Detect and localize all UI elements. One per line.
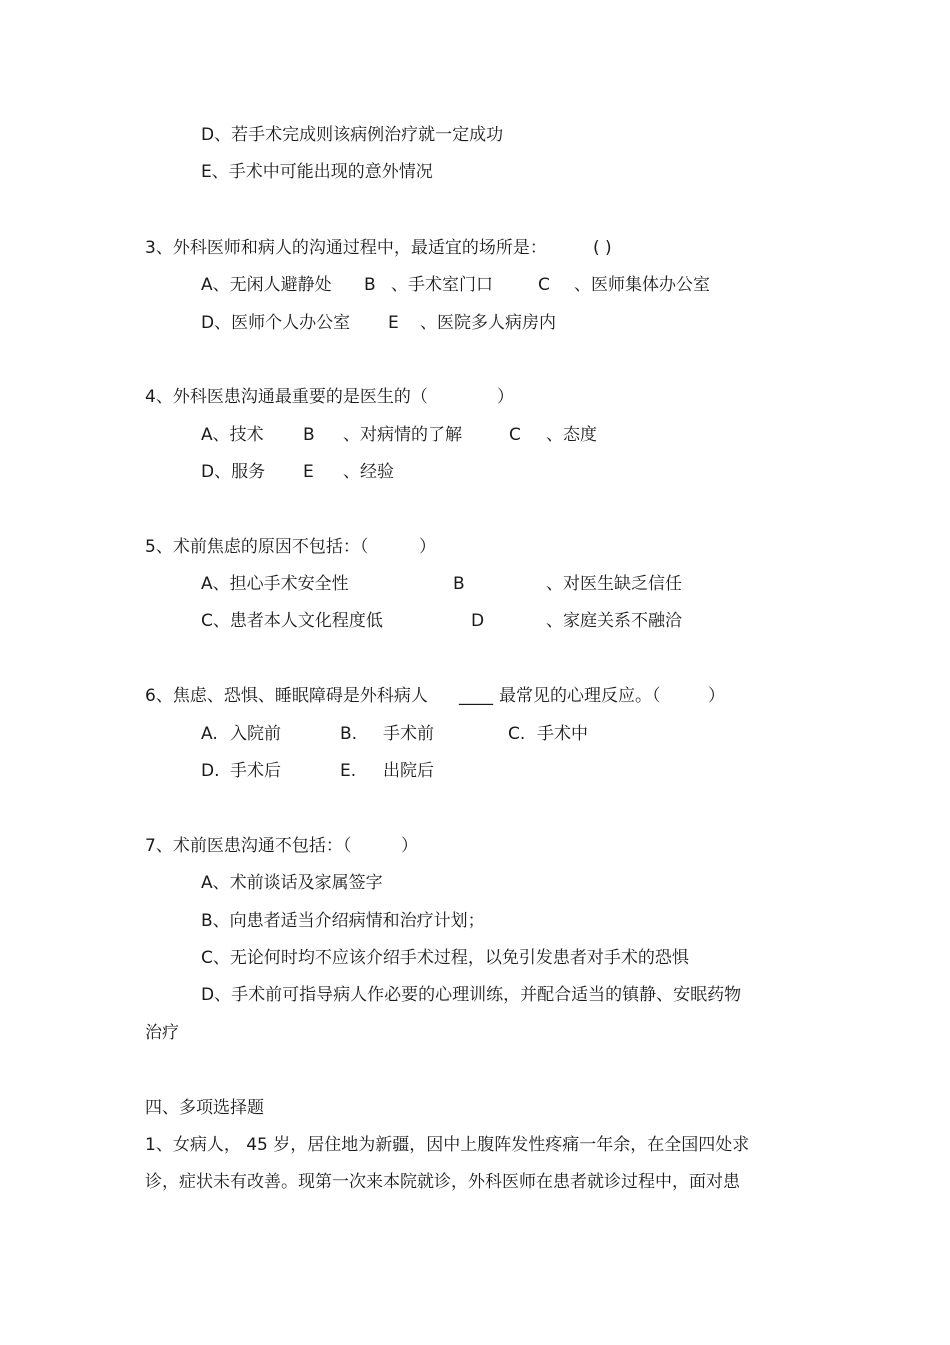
q4-option-d: D、服务 [201,462,266,482]
q3-option-e-letter: E [388,313,399,333]
q7-option-d: D、手术前可指导病人作必要的心理训练，并配合适当的镇静、安眠药物 [201,985,742,1005]
q6-option-b-letter: B. [340,724,358,744]
q4-option-e-text: 、经验 [343,462,394,482]
q6-option-a-text: 入院前 [230,724,281,744]
q2-option-d: D、若手术完成则该病例治疗就一定成功 [201,125,504,145]
q5-option-a: A、担心手术安全性 [201,574,349,594]
q7-stem: 7、术前医患沟通不包括：（ [145,836,352,856]
q5-bracket-close: ） [419,537,436,557]
q6-option-b-text: 手术前 [383,724,434,744]
q7-option-c: C、无论何时均不应该介绍手术过程，以免引发患者对手术的恐惧 [201,948,689,968]
q4-bracket-close: ） [497,387,514,407]
q4-option-c-letter: C [509,425,521,445]
q5-option-b-letter: B [453,574,465,594]
q2-option-e: E、手术中可能出现的意外情况 [201,162,433,182]
q6-option-d-text: 手术后 [230,761,281,781]
q4-option-b-letter: B [303,425,315,445]
q4-stem: 4、外科医患沟通最重要的是医生的（ [145,387,428,407]
q6-bracket-close: ） [708,686,725,706]
q6-stem-end: 最常见的心理反应。（ [499,686,661,706]
s4-q1-line2: 诊，症状未有改善。现第一次来本院就诊，外科医师在患者就诊过程中，面对患 [145,1172,740,1192]
q6-option-c-text: 手术中 [537,724,588,744]
q4-option-e-letter: E [303,462,314,482]
s4-q1-line1: 1、女病人， 45 岁，居住地为新疆，因中上腹阵发性疼痛一年余，在全国四处求 [145,1135,750,1155]
q7-option-d-continuation: 治疗 [145,1023,179,1043]
q3-option-c-letter: C [538,275,550,295]
q6-option-e-letter: E. [340,761,357,781]
q4-option-c-text: 、态度 [546,425,597,445]
q3-option-e-text: 、医院多人病房内 [420,313,556,333]
q4-option-b-text: 、对病情的了解 [343,425,462,445]
q5-option-d-letter: D [471,611,485,631]
q6-stem-start: 6、焦虑、恐惧、睡眠障碍是外科病人 [145,686,428,706]
q7-option-a: A、术前谈话及家属签字 [201,873,383,893]
q5-option-b-text: 、对医生缺乏信任 [546,574,682,594]
q3-answer-bracket: ( ) [593,238,612,258]
q3-option-a: A、无闲人避静处 [201,275,332,295]
q6-blank: ____ [459,686,493,706]
q7-bracket-close: ） [401,836,418,856]
q6-option-d-letter: D. [201,761,220,781]
q7-option-b: B、向患者适当介绍病情和治疗计划； [201,911,485,931]
q3-option-b-letter: B [364,275,376,295]
q6-option-a-letter: A. [201,724,218,744]
q3-stem: 3、外科医师和病人的沟通过程中，最适宜的场所是： [145,238,547,258]
q5-stem: 5、术前焦虑的原因不包括：（ [145,537,369,557]
q5-option-d-text: 、家庭关系不融洽 [546,611,682,631]
q3-option-c-text: 、医师集体办公室 [574,275,710,295]
q4-option-a: A、技术 [201,425,264,445]
q6-option-e-text: 出院后 [383,761,434,781]
q3-option-b-text: 、手术室门口 [391,275,493,295]
q6-option-c-letter: C. [508,724,526,744]
q5-option-c: C、患者本人文化程度低 [201,611,383,631]
q3-option-d: D、医师个人办公室 [201,313,351,333]
section-heading: 四、多项选择题 [145,1098,264,1118]
